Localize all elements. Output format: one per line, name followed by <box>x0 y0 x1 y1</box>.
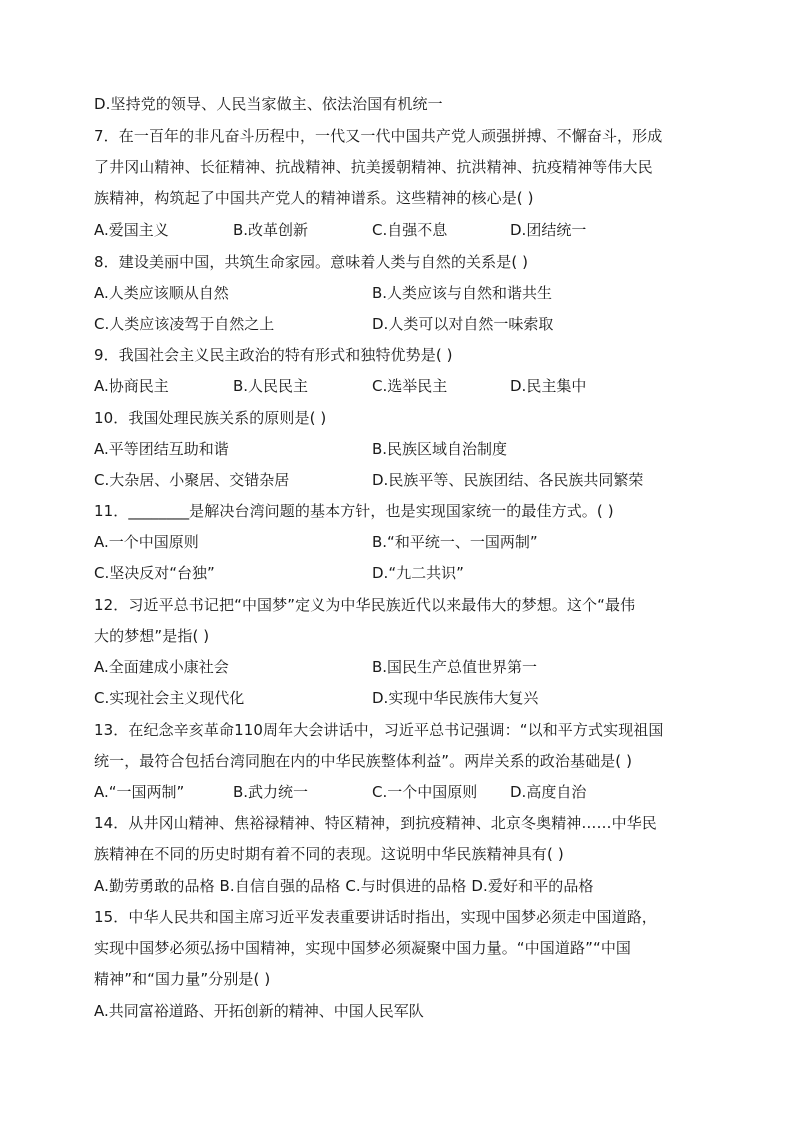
q7-stem-line2: 了井冈山精神、长征精神、抗战精神、抗美援朝精神、抗洪精神、抗疫精神等伟大民 <box>94 158 653 176</box>
q15-stem-line1: 15．中华人民共和国主席习近平发表重要讲话时指出，实现中国梦必须走中国道路， <box>94 908 657 926</box>
q7-stem-line3: 族精神，构筑起了中国共产党人的精神谱系。这些精神的核心是( ) <box>94 189 534 207</box>
q11-option-d: D.“九二共识” <box>372 564 464 582</box>
q14-options: A.勤劳勇敢的品格 B.自信自强的品格 C.与时俱进的品格 D.爱好和平的品格 <box>94 877 594 895</box>
q10-option-b: B.民族区域自治制度 <box>372 440 508 458</box>
q8-option-b: B.人类应该与自然和谐共生 <box>372 284 553 302</box>
q11-option-b: B.“和平统一、一国两制” <box>372 533 538 551</box>
q7-option-a: A.爱国主义 <box>94 221 169 239</box>
q8-stem: 8．建设美丽中国，共筑生命家园。意味着人类与自然的关系是( ) <box>94 253 529 271</box>
q9-stem: 9．我国社会主义民主政治的特有形式和独特优势是( ) <box>94 346 453 364</box>
q14-stem-line1: 14．从井冈山精神、焦裕禄精神、特区精神，到抗疫精神、北京冬奥精神……中华民 <box>94 814 657 832</box>
q8-option-c: C.人类应该凌驾于自然之上 <box>94 315 275 333</box>
q10-option-a: A.平等团结互助和谐 <box>94 440 229 458</box>
q9-option-d: D.民主集中 <box>510 377 587 395</box>
q12-stem-line1: 12．习近平总书记把“中国梦”定义为中华民族近代以来最伟大的梦想。这个“最伟 <box>94 596 636 614</box>
q9-option-b: B.人民民主 <box>233 377 309 395</box>
q11-option-c: C.坚决反对“台独” <box>94 564 215 582</box>
q9-option-a: A.协商民主 <box>94 377 169 395</box>
q13-option-c: C.一个中国原则 <box>372 783 478 801</box>
q8-option-d: D.人类可以对自然一味索取 <box>372 315 554 333</box>
q7-option-b: B.改革创新 <box>233 221 309 239</box>
q10-stem: 10．我国处理民族关系的原则是( ) <box>94 409 327 427</box>
q7-stem-line1: 7．在一百年的非凡奋斗历程中，一代又一代中国共产党人顽强拼搏、不懈奋斗，形成 <box>94 127 663 145</box>
q13-option-b: B.武力统一 <box>233 783 309 801</box>
q15-option-a: A.共同富裕道路、开拓创新的精神、中国人民军队 <box>94 1002 424 1020</box>
q8-option-a: A.人类应该顺从自然 <box>94 284 229 302</box>
q14-stem-line2: 族精神在不同的历史时期有着不同的表现。这说明中华民族精神具有( ) <box>94 845 564 863</box>
q11-stem: 11．________是解决台湾问题的基本方针，也是实现国家统一的最佳方式。( ) <box>94 502 614 520</box>
q10-option-c: C.大杂居、小聚居、交错杂居 <box>94 471 290 489</box>
q13-option-d: D.高度自治 <box>510 783 587 801</box>
q13-option-a: A.“一国两制” <box>94 783 185 801</box>
q13-stem-line2: 统一，最符合包括台湾同胞在内的中华民族整体利益”。两岸关系的政治基础是( ) <box>94 752 633 770</box>
q12-option-d: D.实现中华民族伟大复兴 <box>372 689 539 707</box>
q10-option-d: D.民族平等、民族团结、各民族共同繁荣 <box>372 471 644 489</box>
prev-question-option-d: D.坚持党的领导、人民当家做主、依法治国有机统一 <box>94 95 443 113</box>
q11-option-a: A.一个中国原则 <box>94 533 199 551</box>
q12-option-b: B.国民生产总值世界第一 <box>372 658 538 676</box>
q12-stem-line2: 大的梦想”是指( ) <box>94 627 210 645</box>
q12-option-a: A.全面建成小康社会 <box>94 658 229 676</box>
q7-option-d: D.团结统一 <box>510 221 587 239</box>
q15-stem-line3: 精神”和“国力量”分别是( ) <box>94 970 271 988</box>
q7-option-c: C.自强不息 <box>372 221 448 239</box>
q15-stem-line2: 实现中国梦必须弘扬中国精神，实现中国梦必须凝聚中国力量。“中国道路”“中国 <box>94 939 632 957</box>
q13-stem-line1: 13．在纪念辛亥革命110周年大会讲话中，习近平总书记强调：“以和平方式实现祖国 <box>94 721 664 739</box>
q9-option-c: C.选举民主 <box>372 377 448 395</box>
q12-option-c: C.实现社会主义现代化 <box>94 689 245 707</box>
